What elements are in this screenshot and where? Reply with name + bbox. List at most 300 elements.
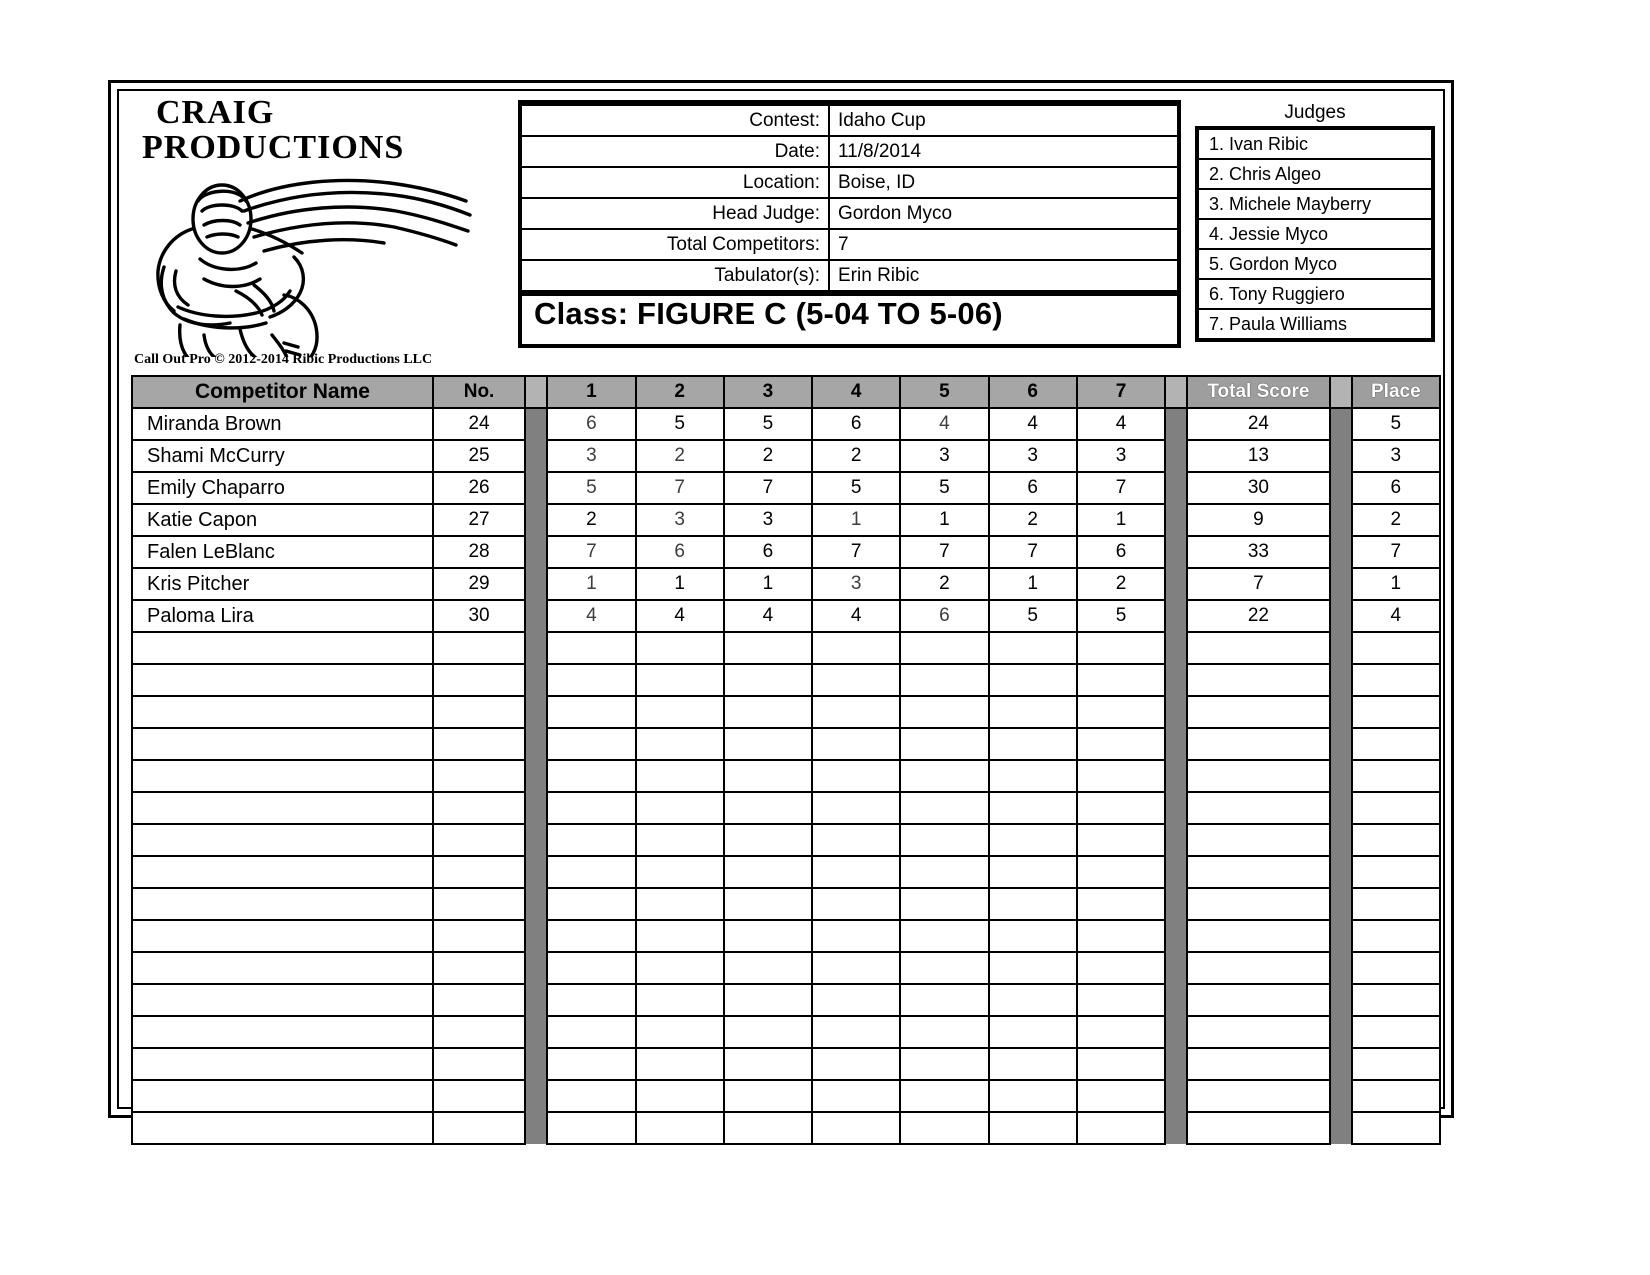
- place-empty: [1352, 920, 1440, 952]
- judge-score-value: 2: [674, 445, 685, 466]
- judge-score-value: 7: [674, 477, 685, 498]
- judge-score-empty[interactable]: [636, 856, 724, 888]
- judge-score-empty[interactable]: [900, 952, 988, 984]
- judge-score[interactable]: 1: [900, 504, 988, 536]
- judge-score-empty[interactable]: [989, 1016, 1077, 1048]
- competitor-number-empty[interactable]: [433, 728, 525, 760]
- total-score-value: 7: [1187, 568, 1329, 600]
- contest-info-label: Total Competitors:: [522, 229, 829, 260]
- header-separator: [1330, 376, 1352, 408]
- judge-score-empty[interactable]: [547, 856, 635, 888]
- competitor-name-empty[interactable]: [132, 1016, 433, 1048]
- competitor-number-empty[interactable]: [433, 856, 525, 888]
- row-separator: [1330, 664, 1352, 696]
- judge-score-empty[interactable]: [1077, 1080, 1165, 1112]
- competitor-number[interactable]: 24: [433, 408, 525, 440]
- judge-score-empty[interactable]: [812, 920, 900, 952]
- header-separator: [1165, 376, 1187, 408]
- judge-score-empty[interactable]: [900, 888, 988, 920]
- header-competitor-name: Competitor Name: [132, 376, 433, 408]
- row-separator: [525, 696, 547, 728]
- judge-score-empty[interactable]: [547, 1080, 635, 1112]
- judge-score[interactable]: 5: [900, 472, 988, 504]
- total-score-empty: [1187, 664, 1329, 696]
- competitor-name[interactable]: Emily Chaparro: [132, 472, 433, 504]
- judge-score[interactable]: 7: [1077, 472, 1165, 504]
- judge-score-empty[interactable]: [900, 792, 988, 824]
- place-empty: [1352, 824, 1440, 856]
- competitor-number-empty[interactable]: [433, 1080, 525, 1112]
- place-empty: [1352, 1016, 1440, 1048]
- header-zone: [120, 92, 1436, 367]
- judge-score-empty[interactable]: [636, 792, 724, 824]
- judge-score-empty[interactable]: [547, 792, 635, 824]
- competitor-name-empty[interactable]: [132, 888, 433, 920]
- row-separator: [1165, 632, 1187, 664]
- row-separator: [1165, 472, 1187, 504]
- judges-list: [1197, 128, 1433, 340]
- header-judge-5: 5: [900, 376, 988, 408]
- judge-score-empty[interactable]: [900, 664, 988, 696]
- judge-score[interactable]: 4: [989, 408, 1077, 440]
- contest-info-value[interactable]: Erin Ribic: [829, 260, 1177, 291]
- row-separator: [1165, 728, 1187, 760]
- judge-score-empty[interactable]: [1077, 856, 1165, 888]
- judge-score-empty[interactable]: [547, 984, 635, 1016]
- judge-score-empty[interactable]: [989, 952, 1077, 984]
- judge-score-empty[interactable]: [636, 1048, 724, 1080]
- judge-score[interactable]: 3: [1077, 440, 1165, 472]
- judge-score-empty[interactable]: [812, 856, 900, 888]
- judge-score[interactable]: 4: [812, 600, 900, 632]
- judge-score-empty[interactable]: [636, 920, 724, 952]
- judge-score-empty[interactable]: [812, 728, 900, 760]
- competitor-number[interactable]: 27: [433, 504, 525, 536]
- place-empty: [1352, 696, 1440, 728]
- judge-score-empty[interactable]: [636, 824, 724, 856]
- judge-score[interactable]: 5: [636, 408, 724, 440]
- contest-info-value[interactable]: 7: [829, 229, 1177, 260]
- judge-score-empty[interactable]: [989, 920, 1077, 952]
- contest-info-row: [522, 198, 1177, 229]
- judge-score-empty[interactable]: [1077, 760, 1165, 792]
- judge-score-empty[interactable]: [724, 824, 812, 856]
- competitor-number[interactable]: 30: [433, 600, 525, 632]
- score-table-body: [132, 408, 1440, 1144]
- judge-score-empty[interactable]: [636, 952, 724, 984]
- header-total-score: Total Score: [1187, 376, 1329, 408]
- competitor-name-empty[interactable]: [132, 664, 433, 696]
- judge-score-dropped[interactable]: [636, 536, 724, 568]
- judge-score-empty[interactable]: [812, 952, 900, 984]
- judge-score-empty[interactable]: [900, 1080, 988, 1112]
- judge-score-empty[interactable]: [724, 920, 812, 952]
- judge-score-empty[interactable]: [1077, 1016, 1165, 1048]
- contest-info-label: Date:: [522, 136, 829, 167]
- judge-score-empty[interactable]: [989, 664, 1077, 696]
- judge-score-dropped[interactable]: [900, 408, 988, 440]
- competitor-number-empty[interactable]: [433, 984, 525, 1016]
- total-score-value: 9: [1187, 504, 1329, 536]
- judge-score[interactable]: 2: [900, 568, 988, 600]
- judge-score[interactable]: 2: [547, 504, 635, 536]
- judge-score-empty[interactable]: [724, 1048, 812, 1080]
- judge-score-dropped[interactable]: [547, 472, 635, 504]
- judge-score[interactable]: 2: [724, 440, 812, 472]
- judge-score-empty[interactable]: [724, 728, 812, 760]
- header-separator: [525, 376, 547, 408]
- judge-score-empty[interactable]: [1077, 728, 1165, 760]
- table-row-empty: [132, 760, 1440, 792]
- judge-score-empty[interactable]: [900, 824, 988, 856]
- row-separator: [1165, 856, 1187, 888]
- row-separator: [525, 1080, 547, 1112]
- judge-score[interactable]: 1: [724, 568, 812, 600]
- judge-score-empty[interactable]: [989, 856, 1077, 888]
- judge-score-empty[interactable]: [989, 696, 1077, 728]
- judge-score-empty[interactable]: [989, 984, 1077, 1016]
- contest-info-value[interactable]: 11/8/2014: [829, 136, 1177, 167]
- place-value: 2: [1352, 504, 1440, 536]
- judge-score-empty[interactable]: [900, 760, 988, 792]
- place-value: 4: [1352, 600, 1440, 632]
- total-score-empty: [1187, 1080, 1329, 1112]
- judge-score-empty[interactable]: [724, 984, 812, 1016]
- place-empty: [1352, 952, 1440, 984]
- class-row-divider: [522, 292, 1177, 332]
- judge-score-empty[interactable]: [636, 888, 724, 920]
- judge-score-empty[interactable]: [900, 1112, 988, 1144]
- total-score-value: 33: [1187, 536, 1329, 568]
- contest-info-box: [518, 100, 1181, 348]
- judge-score-empty[interactable]: [812, 1048, 900, 1080]
- judge-score-dropped[interactable]: [547, 408, 635, 440]
- competitor-name-empty[interactable]: [132, 984, 433, 1016]
- row-separator: [1330, 760, 1352, 792]
- judge-score-empty[interactable]: [724, 1080, 812, 1112]
- judge-score-empty[interactable]: [547, 1016, 635, 1048]
- judge-score-dropped[interactable]: [900, 600, 988, 632]
- judge-score[interactable]: 3: [989, 440, 1077, 472]
- judge-score-empty[interactable]: [547, 696, 635, 728]
- judge-score[interactable]: 7: [900, 536, 988, 568]
- competitor-name-empty[interactable]: [132, 824, 433, 856]
- judge-score-empty[interactable]: [900, 696, 988, 728]
- judge-score-value: 4: [586, 605, 597, 626]
- judge-score-empty[interactable]: [724, 632, 812, 664]
- contest-info-row: [522, 167, 1177, 198]
- judge-score-empty[interactable]: [636, 760, 724, 792]
- judges-box: [1195, 100, 1435, 350]
- place-empty: [1352, 984, 1440, 1016]
- table-row: [132, 568, 1440, 600]
- judge-score[interactable]: 5: [1077, 600, 1165, 632]
- row-separator: [1165, 824, 1187, 856]
- judge-score-empty[interactable]: [636, 1016, 724, 1048]
- competitor-name[interactable]: Falen LeBlanc: [132, 536, 433, 568]
- judge-score-empty[interactable]: [547, 888, 635, 920]
- score-grid: [131, 375, 1441, 1092]
- judge-score[interactable]: 6: [812, 408, 900, 440]
- competitor-name-empty[interactable]: [132, 1112, 433, 1144]
- competitor-number-empty[interactable]: [433, 1112, 525, 1144]
- competitor-name-empty[interactable]: [132, 728, 433, 760]
- judge-score-empty[interactable]: [812, 888, 900, 920]
- row-separator: [1330, 1048, 1352, 1080]
- competitor-number-empty[interactable]: [433, 760, 525, 792]
- judge-score-empty[interactable]: [1077, 792, 1165, 824]
- competitor-number-empty[interactable]: [433, 1048, 525, 1080]
- judge-score-empty[interactable]: [989, 728, 1077, 760]
- row-separator: [1165, 696, 1187, 728]
- judge-score-empty[interactable]: [900, 632, 988, 664]
- judge-score[interactable]: 6: [1077, 536, 1165, 568]
- judge-score-empty[interactable]: [547, 824, 635, 856]
- judge-score-empty[interactable]: [724, 760, 812, 792]
- competitor-name-empty[interactable]: [132, 792, 433, 824]
- judge-score-value: 1: [586, 573, 597, 594]
- judge-score-dropped[interactable]: [812, 568, 900, 600]
- total-score-value: 22: [1187, 600, 1329, 632]
- place-empty: [1352, 856, 1440, 888]
- judge-score-empty[interactable]: [900, 856, 988, 888]
- competitor-name-empty[interactable]: [132, 760, 433, 792]
- judge-row: [1197, 128, 1433, 159]
- judge-score-empty[interactable]: [1077, 984, 1165, 1016]
- judge-score[interactable]: 1: [989, 568, 1077, 600]
- judge-score[interactable]: 5: [724, 408, 812, 440]
- judge-score-empty[interactable]: [547, 664, 635, 696]
- competitor-number-empty[interactable]: [433, 1016, 525, 1048]
- competitor-name-empty[interactable]: [132, 696, 433, 728]
- judge-score-empty[interactable]: [989, 632, 1077, 664]
- competitor-number-empty[interactable]: [433, 664, 525, 696]
- competitor-name-empty[interactable]: [132, 920, 433, 952]
- competitor-name[interactable]: Kris Pitcher: [132, 568, 433, 600]
- judge-score-dropped[interactable]: [636, 440, 724, 472]
- judge-score-empty[interactable]: [900, 1016, 988, 1048]
- row-separator: [525, 568, 547, 600]
- judge-score-empty[interactable]: [636, 696, 724, 728]
- judge-score-empty[interactable]: [636, 1112, 724, 1144]
- competitor-name-empty[interactable]: [132, 632, 433, 664]
- header-number: No.: [433, 376, 525, 408]
- judge-score-empty[interactable]: [724, 952, 812, 984]
- competitor-number-empty[interactable]: [433, 888, 525, 920]
- row-separator: [525, 1112, 547, 1144]
- competitor-name[interactable]: Paloma Lira: [132, 600, 433, 632]
- judge-score-empty[interactable]: [812, 984, 900, 1016]
- contest-info-row: [522, 260, 1177, 291]
- judge-score-empty[interactable]: [724, 1016, 812, 1048]
- judge-score-empty[interactable]: [1077, 824, 1165, 856]
- judge-score[interactable]: 2: [1077, 568, 1165, 600]
- competitor-number-empty[interactable]: [433, 696, 525, 728]
- judge-score-empty[interactable]: [812, 1080, 900, 1112]
- row-separator: [1330, 408, 1352, 440]
- judge-score-empty[interactable]: [989, 1048, 1077, 1080]
- competitor-number-empty[interactable]: [433, 952, 525, 984]
- competitor-name[interactable]: Katie Capon: [132, 504, 433, 536]
- judge-score-empty[interactable]: [547, 920, 635, 952]
- contest-info-value[interactable]: Boise, ID: [829, 167, 1177, 198]
- table-row: [132, 440, 1440, 472]
- judge-score-empty[interactable]: [724, 792, 812, 824]
- judge-score-empty[interactable]: [812, 696, 900, 728]
- judge-name: 6. Tony Ruggiero: [1197, 279, 1433, 309]
- judge-score-empty[interactable]: [812, 792, 900, 824]
- logo-line-2: PRODUCTIONS: [142, 128, 405, 166]
- judge-score-empty[interactable]: [724, 696, 812, 728]
- header-judge-2: 2: [636, 376, 724, 408]
- judge-score[interactable]: 4: [724, 600, 812, 632]
- judge-score-value: 5: [586, 477, 597, 498]
- row-separator: [1330, 536, 1352, 568]
- judge-score-empty[interactable]: [812, 1016, 900, 1048]
- judge-score-dropped[interactable]: [636, 504, 724, 536]
- place-empty: [1352, 792, 1440, 824]
- judge-score-empty[interactable]: [547, 760, 635, 792]
- judge-score-empty[interactable]: [989, 1080, 1077, 1112]
- competitor-number-empty[interactable]: [433, 824, 525, 856]
- row-separator: [1165, 1112, 1187, 1144]
- competitor-name-empty[interactable]: [132, 856, 433, 888]
- judge-name: 1. Ivan Ribic: [1197, 128, 1433, 159]
- judge-score-empty[interactable]: [812, 664, 900, 696]
- judge-score[interactable]: 5: [989, 600, 1077, 632]
- place-empty: [1352, 888, 1440, 920]
- judge-score-empty[interactable]: [636, 632, 724, 664]
- judge-score-empty[interactable]: [636, 728, 724, 760]
- judge-name: 5. Gordon Myco: [1197, 249, 1433, 279]
- contest-info-table: [522, 104, 1177, 292]
- score-table: [131, 375, 1441, 1145]
- judge-score-empty[interactable]: [547, 1048, 635, 1080]
- competitor-number[interactable]: 25: [433, 440, 525, 472]
- contest-info-row: [522, 105, 1177, 136]
- judge-score-empty[interactable]: [812, 632, 900, 664]
- competitor-number-empty[interactable]: [433, 920, 525, 952]
- judge-score-dropped[interactable]: [547, 600, 635, 632]
- judge-score-empty[interactable]: [989, 792, 1077, 824]
- judge-score-empty[interactable]: [724, 888, 812, 920]
- competitor-name-empty[interactable]: [132, 952, 433, 984]
- judge-score-empty[interactable]: [1077, 696, 1165, 728]
- judge-score-empty[interactable]: [989, 824, 1077, 856]
- place-empty: [1352, 632, 1440, 664]
- judge-score[interactable]: 4: [1077, 408, 1165, 440]
- judge-score-dropped[interactable]: [636, 472, 724, 504]
- judge-score-empty[interactable]: [636, 984, 724, 1016]
- judge-score-empty[interactable]: [900, 1048, 988, 1080]
- contest-info-value[interactable]: Gordon Myco: [829, 198, 1177, 229]
- judge-score-empty[interactable]: [636, 664, 724, 696]
- judge-score-empty[interactable]: [989, 1112, 1077, 1144]
- competitor-number[interactable]: 28: [433, 536, 525, 568]
- judge-score[interactable]: 6: [989, 472, 1077, 504]
- judge-score-dropped[interactable]: [547, 536, 635, 568]
- judge-score-empty[interactable]: [547, 632, 635, 664]
- judge-score[interactable]: 4: [636, 600, 724, 632]
- judge-score-empty[interactable]: [1077, 1112, 1165, 1144]
- judge-score[interactable]: 7: [724, 472, 812, 504]
- judge-score-empty[interactable]: [989, 760, 1077, 792]
- judge-score-empty[interactable]: [1077, 632, 1165, 664]
- judge-score[interactable]: 6: [724, 536, 812, 568]
- row-separator: [525, 504, 547, 536]
- judge-score[interactable]: 1: [636, 568, 724, 600]
- competitor-name-empty[interactable]: [132, 1048, 433, 1080]
- judge-score-empty[interactable]: [1077, 952, 1165, 984]
- judge-score-empty[interactable]: [812, 1112, 900, 1144]
- judge-score-empty[interactable]: [724, 664, 812, 696]
- table-row-empty: [132, 664, 1440, 696]
- judge-score-empty[interactable]: [900, 728, 988, 760]
- judge-score-dropped[interactable]: [547, 440, 635, 472]
- row-separator: [1330, 1080, 1352, 1112]
- competitor-number-empty[interactable]: [433, 632, 525, 664]
- competitor-name-empty[interactable]: [132, 1080, 433, 1112]
- judge-score-dropped[interactable]: [812, 504, 900, 536]
- table-row-empty: [132, 984, 1440, 1016]
- competitor-name[interactable]: Shami McCurry: [132, 440, 433, 472]
- competitor-number[interactable]: 26: [433, 472, 525, 504]
- judge-score-empty[interactable]: [547, 728, 635, 760]
- judge-score[interactable]: 2: [812, 440, 900, 472]
- judge-score-value: 3: [674, 509, 685, 530]
- row-separator: [1165, 1016, 1187, 1048]
- row-separator: [525, 600, 547, 632]
- judge-score[interactable]: 1: [1077, 504, 1165, 536]
- judge-score[interactable]: 2: [989, 504, 1077, 536]
- judge-score[interactable]: 3: [900, 440, 988, 472]
- judge-score-empty[interactable]: [547, 952, 635, 984]
- judge-score-empty[interactable]: [1077, 888, 1165, 920]
- judge-score[interactable]: 5: [812, 472, 900, 504]
- judge-score-empty[interactable]: [1077, 664, 1165, 696]
- judge-score-empty[interactable]: [724, 856, 812, 888]
- place-value: 3: [1352, 440, 1440, 472]
- judge-score-dropped[interactable]: [547, 568, 635, 600]
- row-separator: [1330, 1016, 1352, 1048]
- judge-score[interactable]: 3: [724, 504, 812, 536]
- judge-score-empty[interactable]: [812, 760, 900, 792]
- judge-score-empty[interactable]: [547, 1112, 635, 1144]
- judge-score-empty[interactable]: [724, 1112, 812, 1144]
- class-title: Class: FIGURE C (5-04 TO 5-06): [534, 296, 1003, 331]
- header-judge-1: 1: [547, 376, 635, 408]
- judge-score-empty[interactable]: [1077, 920, 1165, 952]
- judge-score-empty[interactable]: [989, 888, 1077, 920]
- total-score-value: 30: [1187, 472, 1329, 504]
- competitor-name[interactable]: Miranda Brown: [132, 408, 433, 440]
- judge-score[interactable]: 7: [989, 536, 1077, 568]
- judge-score-empty[interactable]: [1077, 1048, 1165, 1080]
- judge-score-empty[interactable]: [812, 824, 900, 856]
- judge-score-value: 6: [586, 413, 597, 434]
- judge-score-value: 4: [939, 413, 950, 434]
- contest-info-value[interactable]: Idaho Cup: [829, 105, 1177, 136]
- judge-score-empty[interactable]: [636, 1080, 724, 1112]
- table-row-empty: [132, 952, 1440, 984]
- total-score-empty: [1187, 920, 1329, 952]
- judge-score-empty[interactable]: [900, 920, 988, 952]
- judges-title: Judges: [1284, 102, 1346, 123]
- judge-score[interactable]: 7: [812, 536, 900, 568]
- competitor-number-empty[interactable]: [433, 792, 525, 824]
- judge-score-empty[interactable]: [900, 984, 988, 1016]
- competitor-number[interactable]: 29: [433, 568, 525, 600]
